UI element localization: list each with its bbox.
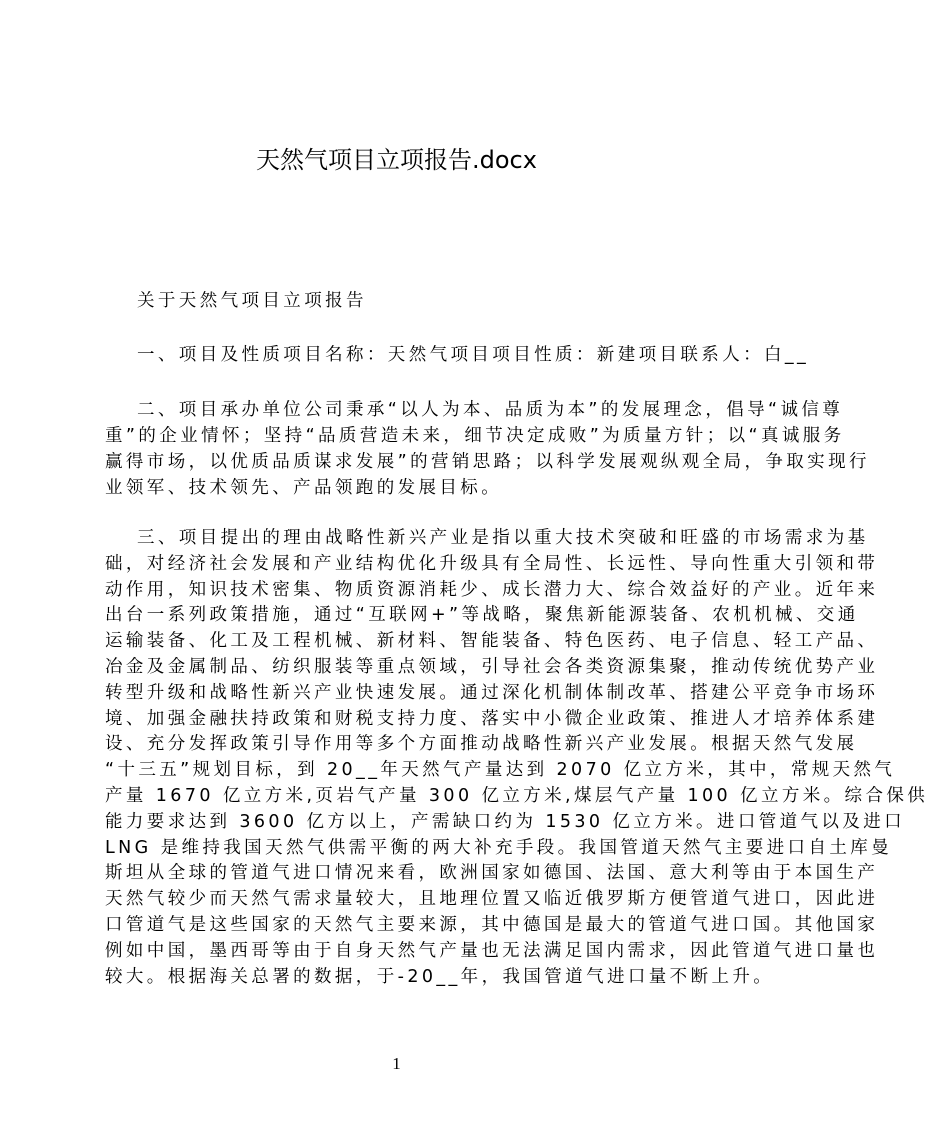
paragraph-line: “十三五”规划目标，到 20__年天然气产量达到 2070 亿立方米，其中，常规天然气 xyxy=(105,760,896,781)
paragraph-line: 设、充分发挥政策引导作用等多个方面推动战略性新兴产业发展。根据天然气发展 xyxy=(105,734,858,755)
paragraph-line: 较大。根据海关总署的数据，于-20__年，我国管道气进口量不断上升。 xyxy=(105,966,775,987)
paragraph-line: 转型升级和战略性新兴产业快速发展。通过深化机制体制改革、搭建公平竞争市场环 xyxy=(105,682,879,703)
paragraph-line: 三、项目提出的理由战略性新兴产业是指以重大技术突破和旺盛的市场需求为基 xyxy=(137,528,869,548)
paragraph-line: 重”的企业情怀；坚持“品质营造未来，细节决定成败”为质量方针；以“真诚服务 xyxy=(105,426,845,446)
paragraph-line: 二、项目承办单位公司秉承“以人为本、品质为本”的发展理念，倡导“诚信尊 xyxy=(137,400,844,420)
document-heading: 关于天然气项目立项报告 xyxy=(137,291,367,311)
page-number: 1 xyxy=(392,1054,401,1073)
paragraph-line: 斯坦从全球的管道气进口情况来看，欧洲国家如德国、法国、意大利等由于本国生产 xyxy=(105,863,879,884)
paragraph-line: 赢得市场，以优质品质谋求发展”的营销思路；以科学发展观纵观全局，争取实现行 xyxy=(105,452,870,472)
section-1-text: 一、项目及性质项目名称：天然气项目项目性质：新建项目联系人：白__ xyxy=(137,345,810,365)
document-title: 天然气项目立项报告.docx xyxy=(256,146,537,174)
paragraph-line: 境、加强金融扶持政策和财税支持力度、落实中小微企业政策、推进人才培养体系建 xyxy=(105,708,879,729)
paragraph-line: 能力要求达到 3600 亿方以上，产需缺口约为 1530 亿立方米。进口管道气以及进口 xyxy=(105,811,906,832)
paragraph-line: LNG 是维持我国天然气供需平衡的两大补充手段。我国管道天然气主要进口自土库曼 xyxy=(105,837,893,858)
paragraph-line: 出台一系列政策措施，通过“互联网+”等战略，聚焦新能源装备、农机机械、交通 xyxy=(105,605,859,626)
paragraph-line: 业领军、技术领先、产品领跑的发展目标。 xyxy=(105,478,503,498)
paragraph-line: 产量 1670 亿立方米,页岩气产量 300 亿立方米,煤层气产量 100 亿立方米。综合保供 xyxy=(105,786,928,806)
paragraph-line: 动作用，知识技术密集、物质资源消耗少、成长潜力大、综合效益好的产业。近年来 xyxy=(105,579,879,600)
paragraph-line: 运输装备、化工及工程机械、新材料、智能装备、特色医药、电子信息、轻工产品、 xyxy=(105,631,879,652)
paragraph-line: 口管道气是这些国家的天然气主要来源，其中德国是最大的管道气进口国。其他国家 xyxy=(105,915,879,935)
paragraph-line: 例如中国，墨西哥等由于自身天然气产量也无法满足国内需求，因此管道气进口量也 xyxy=(105,940,879,961)
paragraph-line: 天然气较少而天然气需求量较大，且地理位置又临近俄罗斯方便管道气进口，因此进 xyxy=(105,889,879,910)
paragraph-line: 冶金及金属制品、纺织服装等重点领域，引导社会各类资源集聚，推动传统优势产业 xyxy=(105,657,879,677)
paragraph-line: 础，对经济社会发展和产业结构优化升级具有全局性、长远性、导向性重大引领和带 xyxy=(105,553,879,574)
